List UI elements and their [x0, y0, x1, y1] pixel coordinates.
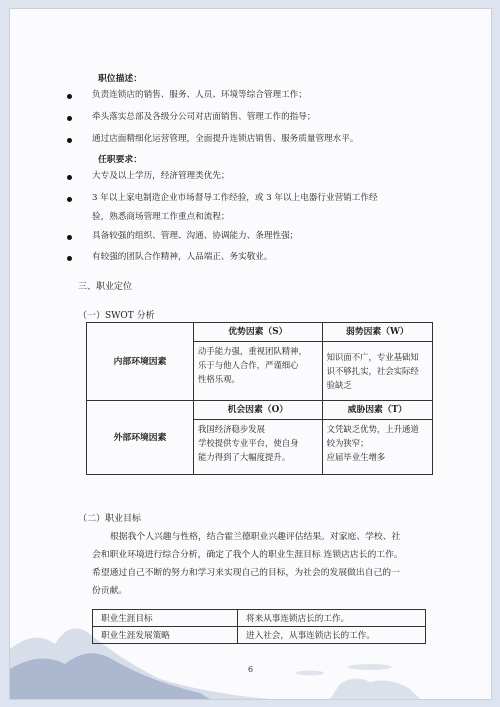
- requirement-item: 具备较强的组织、管理、沟通、协调能力、条理性强；: [92, 231, 299, 241]
- career-goal-title: （二）职业目标: [78, 514, 142, 524]
- bullet-icon: [67, 175, 72, 180]
- internal-label: 内部环境因素: [87, 323, 194, 401]
- bullet-icon: [67, 138, 72, 143]
- swot-table: [86, 322, 433, 475]
- bullet-icon: [67, 116, 72, 121]
- job-requirements-title: 任职要求：: [98, 155, 142, 165]
- requirement-item: 大专及以上学历，经济管理类优先；: [92, 171, 230, 181]
- goal-label: 职业生涯目标: [93, 610, 238, 627]
- career-goal-paragraph-line: 份贡献。: [92, 586, 128, 596]
- job-description-item: 牵头落实总部及各级分公司对店面销售、管理工作的指导；: [92, 112, 316, 122]
- requirement-item: 有较强的团队合作精神，人品端正、务实敬业。: [92, 252, 273, 262]
- section-heading: 三、职业定位: [78, 282, 133, 292]
- weakness-header: 弱势因素（W）: [322, 323, 432, 342]
- weakness-cell: 知识面不广，专业基础知 识不够扎实，社会实际经 验缺乏: [322, 342, 432, 401]
- bullet-icon: [67, 235, 72, 240]
- requirement-item: 3 年以上家电制造企业市场督导工作经验，或 3 年以上电器行业营销工作经: [92, 193, 378, 203]
- opportunity-cell: 我国经济稳步发展 学校提供专业平台，使自身 能力得到了大幅度提升。: [194, 420, 323, 475]
- external-label: 外部环境因素: [87, 401, 194, 475]
- swot-title: （一）SWOT 分析: [78, 311, 155, 321]
- threat-cell: 文凭缺乏优势，上升通道 较为狭窄； 应届毕业生增多: [322, 420, 432, 475]
- table-row: [93, 627, 426, 644]
- requirement-item-continued: 验，熟悉商场管理工作重点和流程；: [92, 212, 230, 222]
- job-description-item: 通过店面精细化运营管理，全面提升连锁店销售、服务质量管理水平。: [92, 134, 359, 144]
- goal-value: 进入社会，从事连锁店长的工作。: [238, 627, 426, 644]
- goal-value: 将来从事连锁店长的工作。: [238, 610, 426, 627]
- career-goal-paragraph-line: 会和职业环境进行综合分析，确定了我个人的职业生涯目标 连锁店店长的工作。: [92, 550, 403, 560]
- career-goal-paragraph: 根据我个人兴趣与性格，结合霍兰德职业兴趣评估结果。对家庭、学校、社: [110, 532, 401, 542]
- page-number: 6: [247, 665, 254, 674]
- job-description-title: 职位描述：: [98, 74, 142, 84]
- strength-header: 优势因素（S）: [194, 323, 323, 342]
- job-description-item: 负责连锁店的销售、服务、人员、环境等综合管理工作；: [92, 90, 307, 100]
- career-goal-paragraph-line: 希望通过自己不断的努力和学习来实现自己的目标，为社会的发展做出自己的一: [92, 568, 400, 578]
- opportunity-header: 机会因素（O）: [194, 401, 323, 420]
- table-row: [93, 610, 426, 627]
- bullet-icon: [67, 256, 72, 261]
- document-page: [9, 8, 492, 700]
- bullet-icon: [67, 94, 72, 99]
- threat-header: 威胁因素（T）: [322, 401, 432, 420]
- bullet-icon: [67, 197, 72, 202]
- career-goal-table: [92, 609, 426, 644]
- goal-label: 职业生涯发展策略: [93, 627, 238, 644]
- strength-cell: 动手能力强，重视团队精神， 乐于与他人合作，严谨细心 性格乐观。: [194, 342, 323, 401]
